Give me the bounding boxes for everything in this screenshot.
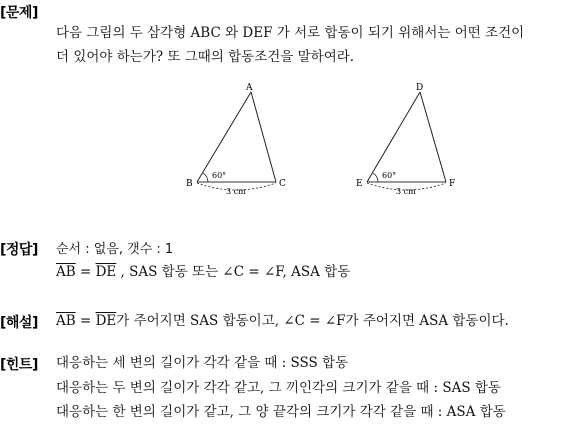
vertex-c-label: C [279, 179, 286, 189]
explanation-rest: 가 주어지면 SAS 합동이고, ∠C = ∠F가 주어지면 ASA 합동이다. [116, 313, 509, 329]
explanation-label: [해설] [0, 315, 38, 331]
explanation-line [56, 312, 509, 331]
hint-line-asa: 대응하는 한 변의 길이가 같고, 그 양 끝각의 크기가 각각 같을 때 : ASA 합동 [56, 404, 506, 420]
hint-line-sas: 대응하는 두 변의 길이가 각각 같고, 그 끼인각의 크기가 같을 때 : SAS 합동 [56, 380, 501, 396]
hint-line-sss: 대응하는 세 변의 길이가 각각 같을 때 : SSS 합동 [56, 355, 349, 371]
hint-label: [힌트] [0, 357, 38, 373]
segment-ab: $\overline{AB}$ [56, 313, 76, 329]
vertex-f-label: F [449, 179, 456, 189]
answer-label: [정답] [0, 242, 38, 258]
segment-ab: $\overline{AB}$ [56, 264, 76, 280]
equals-sign: = [75, 264, 96, 280]
segment-de: $\overline{DE}$ [95, 313, 117, 329]
answer-line [56, 263, 350, 282]
vertex-d-label: D [416, 83, 424, 93]
vertex-e-label: E [356, 179, 363, 189]
segment-de: $\overline{DE}$ [95, 264, 117, 280]
triangle-abc [186, 83, 286, 196]
side-ef-length-label: 3 cm [396, 187, 416, 196]
problem-text-line-1: 다음 그림의 두 삼각형 ABC 와 DEF 가 서로 합동이 되기 위해서는 어떤 조건이 [56, 25, 525, 41]
vertex-a-label: A [246, 83, 253, 93]
answer-meta: 순서 : 없음, 갯수 : 1 [56, 242, 174, 257]
triangle-def [356, 83, 455, 196]
side-bc-length-label: 3 cm [226, 187, 246, 196]
vertex-b-label: B [186, 179, 193, 189]
angle-e-label: 60° [382, 171, 397, 180]
equals-sign: = [75, 313, 96, 329]
answer-rest: , SAS 합동 또는 ∠C = ∠F, ASA 합동 [116, 264, 351, 280]
angle-b-label: 60° [212, 171, 227, 180]
problem-text-line-2: 더 있어야 하는가? 또 그때의 합동조건을 말하여라. [56, 49, 355, 65]
problem-label: [문제] [0, 5, 38, 21]
